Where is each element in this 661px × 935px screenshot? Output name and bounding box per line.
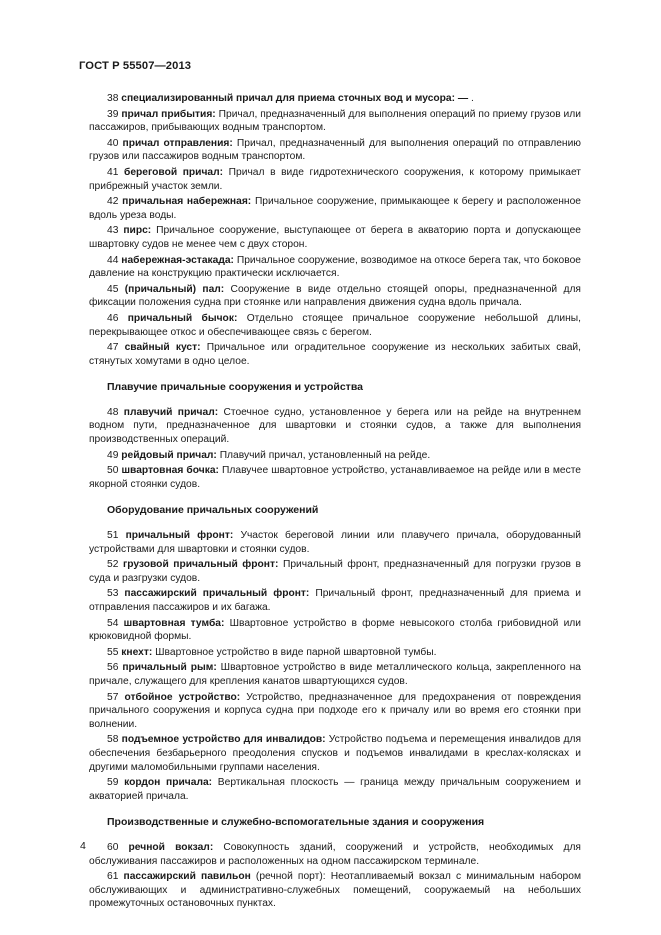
definition-number: 40	[107, 137, 119, 149]
definition-term: свайный куст:	[124, 342, 201, 354]
definition-text: Причал в виде гидротехнического сооружения, к которому примыкает прибрежный участок земли.	[89, 166, 582, 192]
definition-paragraph	[89, 137, 581, 164]
definition-term: плавучий причал:	[123, 406, 219, 418]
definition-term: отбойное устройство:	[124, 691, 241, 703]
definition-text: Причальный фронт, предназначенный для погрузки грузов в суда и разгрузки судов.	[89, 559, 581, 584]
definition-number: 49	[107, 449, 119, 461]
definition-term: набережная-эстакада:	[121, 254, 234, 266]
definition-paragraph	[89, 92, 581, 106]
definition-text: Причальный фронт, предназначенный для приема и отправления пассажиров и их багажа.	[89, 588, 581, 613]
definition-text: Причал, предназначенный для выполнения операций по отправлению грузов или пассажиров водным транспортом.	[89, 137, 581, 163]
definition-number: 57	[107, 691, 119, 703]
definition-paragraph	[89, 464, 581, 491]
definition-paragraph	[89, 254, 581, 281]
definition-text: Причал, предназначенный для выполнения операций по приему грузов или пассажиров, прибывающих водным транспортом.	[89, 108, 581, 134]
definition-paragraph	[89, 870, 581, 911]
definition-number: 45	[107, 283, 119, 295]
definition-number: 53	[107, 588, 119, 600]
definition-number: 56	[107, 662, 119, 674]
definition-term: причальный бычок:	[127, 312, 238, 324]
definition-number: 52	[107, 559, 119, 571]
section-heading: Производственные и служебно-вспомогательные здания и сооружения	[107, 816, 485, 829]
definition-text: Участок береговой линии или плавучего причала, оборудованный устройствами для швартовки и стоянки судов.	[89, 530, 581, 555]
definition-term: швартовная бочка:	[121, 465, 219, 477]
definition-text: Сооружение в виде отдельно стоящей опоры, предназначенной для фиксации положения судна при стоянке или направления движения судна вдоль причала.	[89, 283, 581, 309]
definition-term: причальный рым:	[122, 662, 217, 674]
definition-text: Стоечное судно, установленное у берега или на рейде на внутреннем водном пути, предназначенное для швартовки и стоянки судов, а также для выполнения производственных операций.	[89, 406, 581, 446]
definition-text: Устройство подъема и перемещения инвалидов для обеспечения безбарьерного преодоления спусков и подъемов инвалидами в креслах-колясках и другими маломобильными группами населения.	[89, 734, 581, 773]
definition-paragraph	[89, 195, 581, 222]
definition-number: 38	[107, 93, 119, 104]
definition-paragraph	[89, 617, 581, 644]
definition-number: 58	[107, 734, 119, 746]
definition-text: .	[468, 93, 474, 104]
definition-paragraph	[89, 406, 581, 447]
definition-number: 61	[107, 871, 119, 883]
definition-number: 47	[107, 342, 119, 354]
definition-number: 41	[107, 166, 119, 178]
definition-text: Причальное сооружение, возводимое на откосе берега так, что боковое давление на конструкцию практически исключается.	[89, 254, 581, 280]
definition-number: 43	[107, 225, 119, 237]
definition-paragraph	[89, 312, 581, 339]
definition-paragraph	[89, 449, 581, 463]
definition-term: пассажирский павильон	[123, 871, 251, 883]
definition-number: 48	[107, 406, 119, 418]
definition-paragraph	[89, 733, 581, 774]
definition-term: швартовная тумба:	[123, 617, 225, 629]
definition-paragraph	[89, 841, 581, 868]
definition-paragraph	[89, 558, 581, 585]
definition-text: Плавучее швартовное устройство, устанавливаемое на рейде или в месте якорной стоянки судов.	[89, 465, 581, 490]
definition-text: Вертикальная плоскость — граница между причальным сооружением и акваторией причала.	[89, 777, 581, 802]
definition-term: грузовой причальный фронт:	[122, 559, 279, 571]
definition-number: 46	[107, 312, 119, 324]
definition-term: причальный фронт:	[125, 530, 234, 542]
definition-paragraph	[89, 661, 581, 688]
definition-paragraph	[89, 529, 581, 556]
definition-text: Совокупность зданий, сооружений и устройств, необходимых для обслуживания пассажиров и расположенных на одном пассажирском терминале.	[89, 841, 581, 867]
definition-term: пассажирский причальный фронт:	[124, 588, 310, 600]
definition-text: Причальное или оградительное сооружение из нескольких забитых свай, стянутых хомутами в одно целое.	[89, 342, 582, 367]
page-number: 4	[80, 840, 86, 852]
definition-term: специализированный причал для приема сточных вод и мусора: —	[121, 93, 469, 104]
definition-number: 55	[107, 646, 119, 658]
definition-term: кнехт:	[121, 646, 153, 658]
definition-text: Швартовное устройство в виде металлического кольца, закрепленного на причале, служащего для крепления канатов швартующихся судов.	[89, 662, 581, 687]
definition-number: 59	[107, 777, 119, 789]
section-heading: Плавучие причальные сооружения и устройства	[107, 381, 363, 394]
definition-text: Швартовное устройство в виде парной швартовной тумбы.	[152, 646, 437, 658]
definition-term: (причальный) пал:	[124, 283, 225, 295]
definition-term: рейдовый причал:	[121, 449, 217, 461]
definition-paragraph	[89, 224, 581, 251]
definition-number: 54	[107, 617, 119, 629]
definition-term: подъемное устройство для инвалидов:	[121, 734, 326, 746]
definition-term: причальная набережная:	[122, 196, 252, 208]
definition-paragraph	[89, 776, 581, 803]
definition-number: 50	[107, 465, 119, 477]
definition-text: Устройство, предназначенное для предохранения от повреждения причального сооружения и корпуса судна при подходе его к причалу или во время его стоянки при волнении.	[89, 691, 581, 730]
definition-term: пирс:	[123, 225, 152, 237]
definition-paragraph	[89, 587, 581, 614]
definition-paragraph	[89, 646, 581, 660]
definition-paragraph	[89, 341, 581, 368]
definition-paragraph	[89, 166, 581, 193]
definition-text: (речной порт): Неотапливаемый вокзал с минимальным набором обслуживающих и административно-служебных помещений, сооружаемый на небольших промежуточных остановочных пунктах.	[89, 871, 581, 910]
definition-number: 60	[107, 841, 119, 853]
definition-text: Отдельно стоящее причальное сооружение небольшой длины, перекрывающее откос и обеспечивающее связь с берегом.	[89, 312, 581, 338]
definition-text: Плавучий причал, установленный на рейде.	[216, 449, 431, 461]
definition-term: речной вокзал:	[128, 841, 214, 853]
definition-text: Причальное сооружение, примыкающее к берегу и расположенное вдоль уреза воды.	[89, 196, 581, 221]
definition-term: береговой причал:	[124, 166, 224, 178]
definition-paragraph	[89, 283, 581, 310]
definition-number: 42	[107, 196, 119, 208]
definition-term: кордон причала:	[124, 777, 213, 789]
definition-term: причал прибытия:	[121, 108, 216, 120]
definition-paragraph	[89, 108, 581, 135]
document-body	[89, 92, 581, 913]
definition-term: причал отправления:	[122, 137, 233, 149]
definition-number: 39	[107, 108, 119, 120]
definition-text: Швартовное устройство в форме невысокого столба грибовидной или крюковидной формы.	[89, 617, 582, 643]
document-header: ГОСТ Р 55507—2013	[79, 60, 192, 72]
definition-number: 51	[107, 530, 119, 542]
section-heading: Оборудование причальных сооружений	[107, 504, 319, 517]
definition-paragraph	[89, 691, 581, 732]
definition-number: 44	[107, 254, 119, 266]
definition-text: Причальное сооружение, выступающее от берега в акваторию порта и допускающее швартовку судов не менее чем с двух сторон.	[89, 225, 581, 250]
